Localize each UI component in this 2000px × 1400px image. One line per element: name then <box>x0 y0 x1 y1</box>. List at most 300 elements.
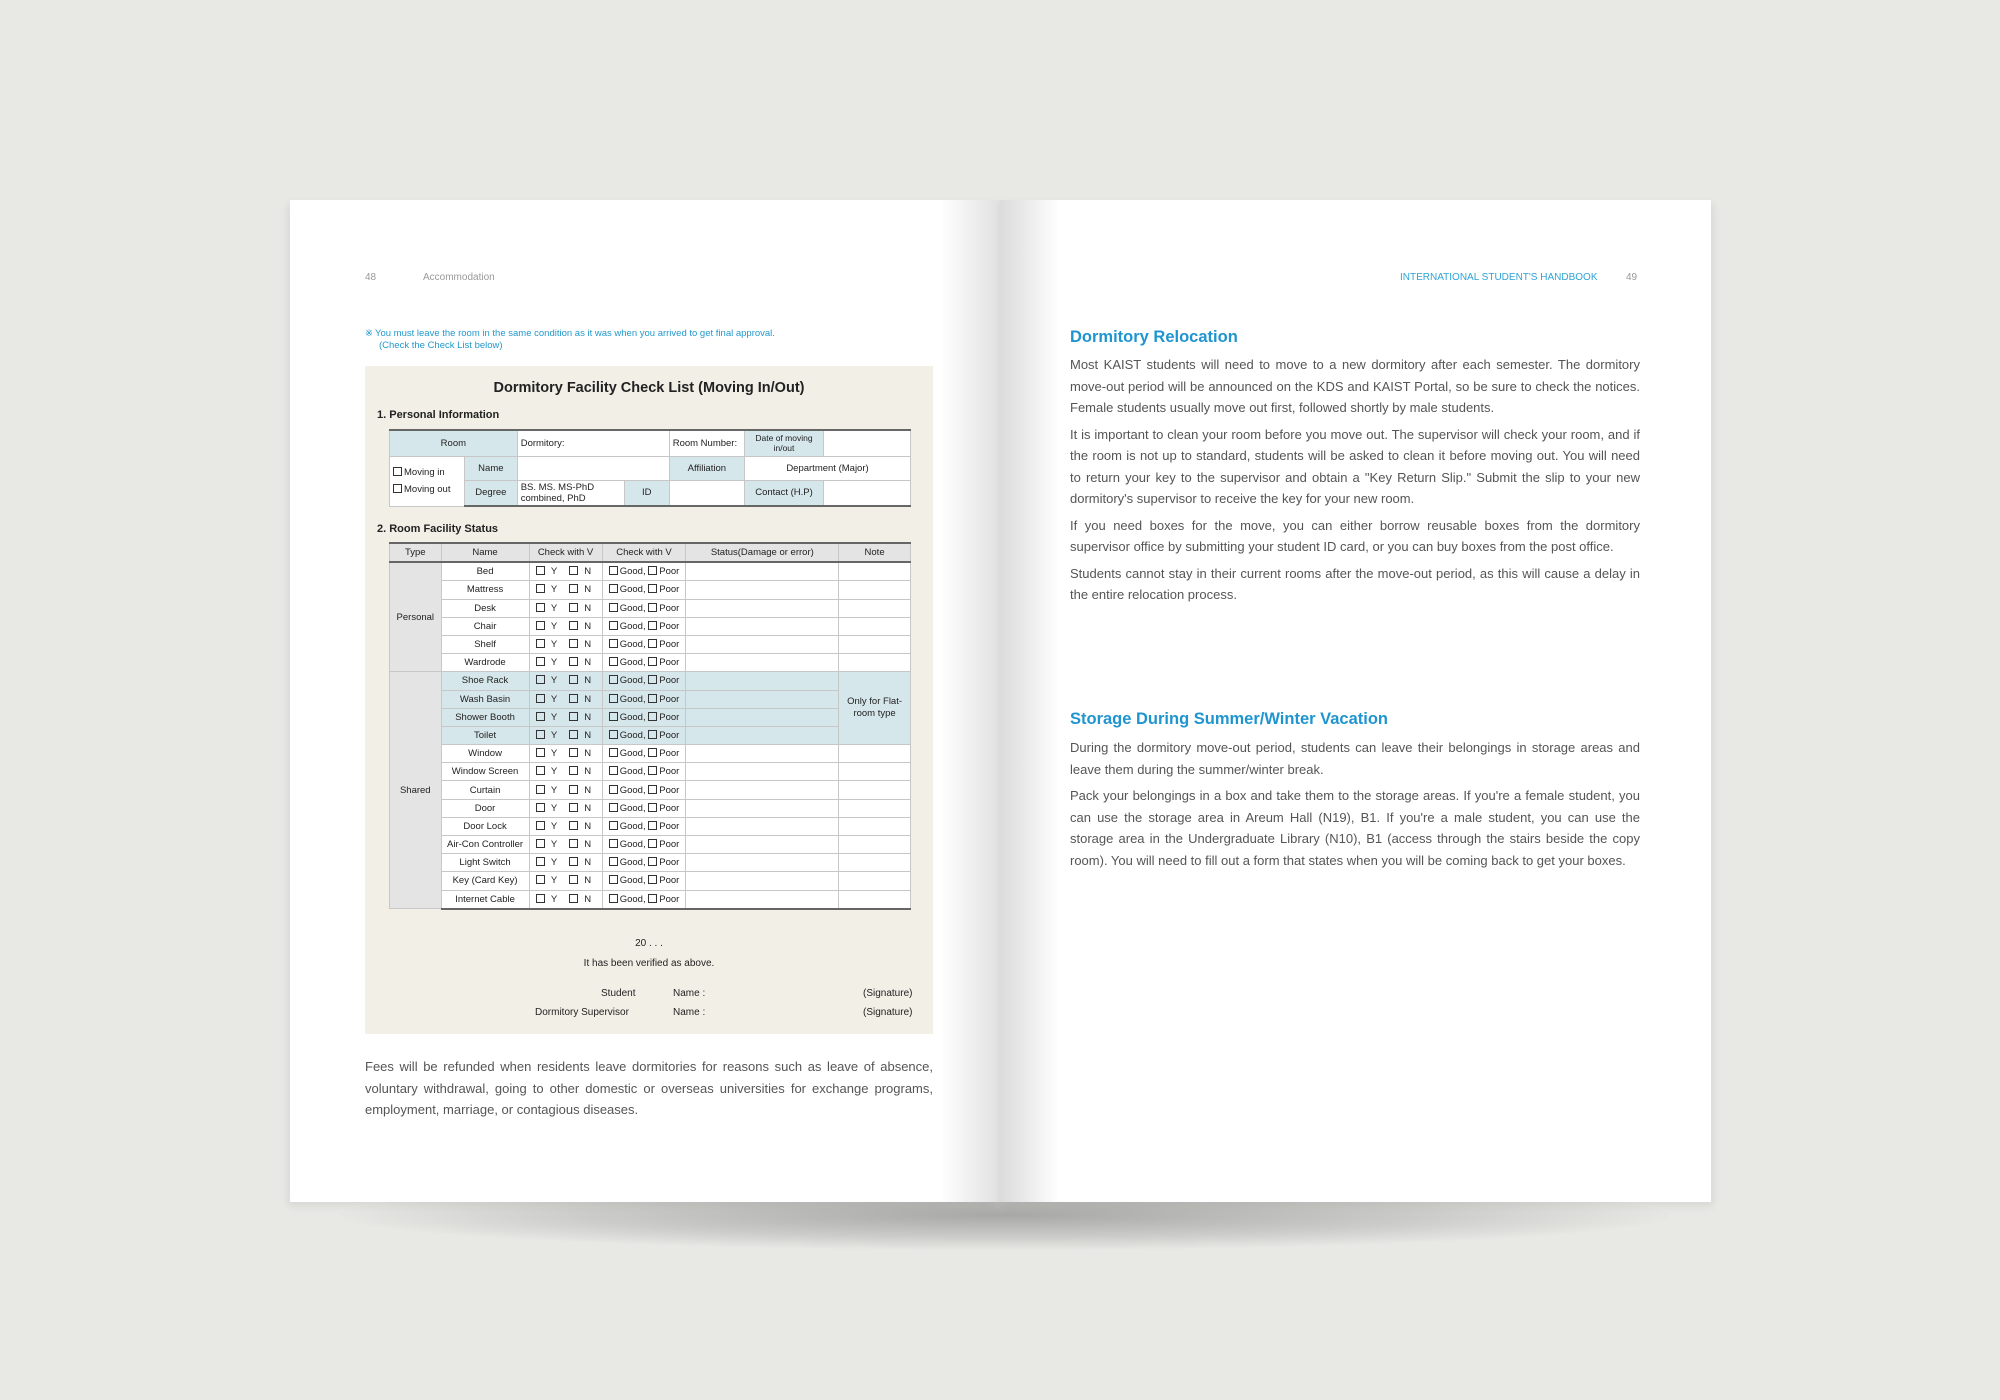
checkbox[interactable] <box>536 766 545 775</box>
note-field[interactable] <box>839 799 911 817</box>
yes-option[interactable] <box>536 730 561 741</box>
note-field[interactable] <box>839 781 911 799</box>
poor-checkbox[interactable] <box>648 785 657 794</box>
yn-check <box>529 854 602 872</box>
checkbox[interactable] <box>569 766 578 775</box>
no-label: N <box>584 748 592 760</box>
poor-checkbox[interactable] <box>648 712 657 721</box>
item-name: Shoe Rack <box>441 672 529 690</box>
no-option[interactable] <box>569 639 595 650</box>
item-name: Internet Cable <box>441 890 529 909</box>
checkbox[interactable] <box>569 821 578 830</box>
note-field[interactable] <box>839 854 911 872</box>
personal-info-table <box>389 429 911 507</box>
good-label: Good, <box>619 693 646 705</box>
no-option[interactable] <box>569 875 595 886</box>
checkbox[interactable] <box>536 694 545 703</box>
no-option[interactable] <box>569 748 595 759</box>
department-label: Department (Major) <box>745 456 911 480</box>
condition-check <box>602 836 686 854</box>
poor-checkbox[interactable] <box>648 621 657 630</box>
running-head-left: Accommodation <box>423 272 495 283</box>
student-signature: (Signature) <box>863 988 913 999</box>
good-label: Good, <box>619 820 646 832</box>
no-option[interactable] <box>569 657 595 668</box>
checkbox[interactable] <box>569 875 578 884</box>
facility-row <box>390 708 911 726</box>
poor-checkbox[interactable] <box>648 821 657 830</box>
yes-label: Y <box>550 839 558 851</box>
good-checkbox[interactable] <box>609 621 618 630</box>
name-field[interactable] <box>517 456 669 480</box>
no-label: N <box>584 675 592 687</box>
poor-checkbox[interactable] <box>648 639 657 648</box>
poor-checkbox[interactable] <box>648 584 657 593</box>
yes-option[interactable] <box>536 584 561 595</box>
condition-check <box>602 799 686 817</box>
relocation-paragraph: If you need boxes for the move, you can either borrow reusable boxes from the dormitory supervisor office by submitting your student ID card, or you can buy boxes from the post office. <box>1070 517 1640 554</box>
poor-checkbox[interactable] <box>648 839 657 848</box>
no-label: N <box>584 693 592 705</box>
no-option[interactable] <box>569 894 595 905</box>
yn-check <box>529 708 602 726</box>
facility-row <box>390 654 911 672</box>
note-field[interactable] <box>839 617 911 635</box>
status-field[interactable] <box>686 872 839 890</box>
good-label: Good, <box>619 602 646 614</box>
date-line: 20 . . . <box>635 938 663 949</box>
yes-label: Y <box>550 675 558 687</box>
yn-check <box>529 890 602 909</box>
id-label: ID <box>624 480 669 506</box>
yn-check <box>529 781 602 799</box>
yes-label: Y <box>550 602 558 614</box>
good-checkbox[interactable] <box>609 839 618 848</box>
facility-row <box>390 854 911 872</box>
checkbox[interactable] <box>536 821 545 830</box>
yes-option[interactable] <box>536 785 561 796</box>
no-option[interactable] <box>569 785 595 796</box>
move-type-cell <box>390 456 465 506</box>
checkbox[interactable] <box>569 694 578 703</box>
status-field[interactable] <box>686 708 839 726</box>
no-option[interactable] <box>569 566 595 577</box>
yes-label: Y <box>550 693 558 705</box>
checkbox[interactable] <box>536 894 545 903</box>
yes-option[interactable] <box>536 675 561 686</box>
verified-text: It has been verified as above. <box>583 958 715 969</box>
checkbox[interactable] <box>536 603 545 612</box>
facility-row <box>390 562 911 581</box>
good-checkbox[interactable] <box>609 584 618 593</box>
yn-check <box>529 654 602 672</box>
relocation-paragraph: Most KAIST students will need to move to a new dormitory after each semester. The dormitory move-out period will be announced on the KDS and KAIST Portal, so be sure to check the notices. Female students usually move out first, followed shortly by male students. <box>1070 357 1640 415</box>
yes-option[interactable] <box>536 839 561 850</box>
condition-check <box>602 708 686 726</box>
poor-label: Poor <box>659 602 680 614</box>
no-option[interactable] <box>569 694 595 705</box>
condition-check <box>602 599 686 617</box>
checkbox[interactable] <box>536 785 545 794</box>
status-field[interactable] <box>686 745 839 763</box>
status-field[interactable] <box>686 562 839 581</box>
good-checkbox[interactable] <box>609 657 618 666</box>
condition-check <box>602 726 686 744</box>
good-checkbox[interactable] <box>609 857 618 866</box>
yn-check <box>529 562 602 581</box>
yn-check <box>529 726 602 744</box>
checkbox[interactable] <box>536 675 545 684</box>
no-label: N <box>584 820 592 832</box>
good-checkbox[interactable] <box>609 712 618 721</box>
contact-field[interactable] <box>824 480 911 506</box>
item-name: Chair <box>441 617 529 635</box>
facility-row <box>390 726 911 744</box>
good-checkbox[interactable] <box>609 875 618 884</box>
poor-label: Poor <box>659 584 680 596</box>
type-personal: Personal <box>390 562 442 672</box>
page-number-right: 49 <box>1626 272 1638 283</box>
relocation-body <box>1070 354 1640 611</box>
moving-in-label: Moving in <box>404 467 445 478</box>
no-label: N <box>584 657 592 669</box>
note-field[interactable] <box>839 872 911 890</box>
running-head-right: INTERNATIONAL STUDENT'S HANDBOOK <box>1400 272 1598 283</box>
yes-option[interactable] <box>536 857 561 868</box>
status-field[interactable] <box>686 599 839 617</box>
yes-option[interactable] <box>536 712 561 723</box>
yes-option[interactable] <box>536 875 561 886</box>
notice-line2: (Check the Check List below) <box>379 340 503 351</box>
good-checkbox[interactable] <box>609 639 618 648</box>
no-label: N <box>584 566 592 578</box>
good-checkbox[interactable] <box>609 766 618 775</box>
poor-label: Poor <box>659 729 680 741</box>
no-option[interactable] <box>569 584 595 595</box>
checkbox[interactable] <box>569 657 578 666</box>
facility-row <box>390 690 911 708</box>
facility-row <box>390 635 911 653</box>
yes-option[interactable] <box>536 894 561 905</box>
type-shared: Shared <box>390 672 442 909</box>
status-field[interactable] <box>686 690 839 708</box>
status-field[interactable] <box>686 799 839 817</box>
checkbox[interactable] <box>569 748 578 757</box>
right-page <box>1000 200 1711 1202</box>
note-field[interactable] <box>839 745 911 763</box>
name-label: Name <box>465 456 518 480</box>
note-field[interactable] <box>839 599 911 617</box>
yn-check <box>529 672 602 690</box>
item-name: Bed <box>441 562 529 581</box>
checkbox[interactable] <box>536 584 545 593</box>
yn-check <box>529 745 602 763</box>
status-field[interactable] <box>686 654 839 672</box>
poor-label: Poor <box>659 748 680 760</box>
no-label: N <box>584 857 592 869</box>
yes-option[interactable] <box>536 803 561 814</box>
facility-row <box>390 799 911 817</box>
left-page <box>290 200 1000 1202</box>
checkbox[interactable] <box>569 566 578 575</box>
checkbox[interactable] <box>536 730 545 739</box>
checkbox[interactable] <box>569 639 578 648</box>
no-option[interactable] <box>569 803 595 814</box>
moving-in-checkbox[interactable] <box>393 467 402 476</box>
status-field[interactable] <box>686 726 839 744</box>
supervisor-label: Dormitory Supervisor <box>535 1007 629 1018</box>
yes-option[interactable] <box>536 621 561 632</box>
poor-checkbox[interactable] <box>648 694 657 703</box>
checkbox[interactable] <box>536 839 545 848</box>
no-label: N <box>584 802 592 814</box>
poor-checkbox[interactable] <box>648 766 657 775</box>
no-option[interactable] <box>569 766 595 777</box>
poor-checkbox[interactable] <box>648 675 657 684</box>
good-checkbox[interactable] <box>609 894 618 903</box>
good-checkbox[interactable] <box>609 603 618 612</box>
good-checkbox[interactable] <box>609 821 618 830</box>
yes-option[interactable] <box>536 694 561 705</box>
checkbox[interactable] <box>569 584 578 593</box>
storage-paragraph: During the dormitory move-out period, students can leave their belongings in storage areas and leave them during the summer/winter break. <box>1070 740 1640 777</box>
note-field[interactable] <box>839 763 911 781</box>
good-checkbox[interactable] <box>609 803 618 812</box>
yn-check <box>529 872 602 890</box>
poor-label: Poor <box>659 693 680 705</box>
item-name: Window Screen <box>441 763 529 781</box>
poor-checkbox[interactable] <box>648 730 657 739</box>
no-option[interactable] <box>569 857 595 868</box>
yes-option[interactable] <box>536 766 561 777</box>
status-field[interactable] <box>686 854 839 872</box>
no-option[interactable] <box>569 821 595 832</box>
item-name: Door Lock <box>441 817 529 835</box>
good-label: Good, <box>619 875 646 887</box>
poor-label: Poor <box>659 784 680 796</box>
checkbox[interactable] <box>569 712 578 721</box>
yes-label: Y <box>550 820 558 832</box>
checklist-form <box>365 366 933 1034</box>
no-label: N <box>584 602 592 614</box>
checkbox[interactable] <box>536 857 545 866</box>
poor-checkbox[interactable] <box>648 566 657 575</box>
affiliation-label: Affiliation <box>669 456 744 480</box>
no-label: N <box>584 893 592 905</box>
no-option[interactable] <box>569 621 595 632</box>
yes-option[interactable] <box>536 821 561 832</box>
status-field[interactable] <box>686 763 839 781</box>
poor-checkbox[interactable] <box>648 875 657 884</box>
facility-row <box>390 672 911 690</box>
no-label: N <box>584 784 592 796</box>
checkbox[interactable] <box>569 894 578 903</box>
poor-label: Poor <box>659 820 680 832</box>
status-field[interactable] <box>686 836 839 854</box>
note-field[interactable] <box>839 817 911 835</box>
yn-check <box>529 617 602 635</box>
yes-option[interactable] <box>536 566 561 577</box>
facility-row <box>390 836 911 854</box>
checkbox[interactable] <box>536 657 545 666</box>
good-checkbox[interactable] <box>609 748 618 757</box>
condition-check <box>602 781 686 799</box>
storage-body <box>1070 737 1640 876</box>
good-label: Good, <box>619 675 646 687</box>
note-field[interactable] <box>839 836 911 854</box>
relocation-paragraph: Students cannot stay in their current rooms after the move-out period, as this will cause a delay in the entire relocation process. <box>1070 565 1640 602</box>
yn-check <box>529 763 602 781</box>
poor-label: Poor <box>659 657 680 669</box>
poor-checkbox[interactable] <box>648 748 657 757</box>
yes-option[interactable] <box>536 639 561 650</box>
good-label: Good, <box>619 566 646 578</box>
checkbox[interactable] <box>569 839 578 848</box>
status-field[interactable] <box>686 672 839 690</box>
status-field[interactable] <box>686 617 839 635</box>
condition-check <box>602 672 686 690</box>
no-option[interactable] <box>569 730 595 741</box>
yn-check <box>529 690 602 708</box>
date-field[interactable] <box>824 430 911 456</box>
checkbox[interactable] <box>536 803 545 812</box>
no-label: N <box>584 875 592 887</box>
item-name: Desk <box>441 599 529 617</box>
facility-row <box>390 890 911 909</box>
good-label: Good, <box>619 839 646 851</box>
good-checkbox[interactable] <box>609 785 618 794</box>
checkbox[interactable] <box>569 785 578 794</box>
yes-label: Y <box>550 893 558 905</box>
poor-label: Poor <box>659 620 680 632</box>
checkbox[interactable] <box>536 875 545 884</box>
yes-option[interactable] <box>536 657 561 668</box>
poor-label: Poor <box>659 839 680 851</box>
section-room-status: 2. Room Facility Status <box>377 523 499 535</box>
no-label: N <box>584 766 592 778</box>
note-field[interactable] <box>839 562 911 581</box>
relocation-paragraph: It is important to clean your room before you move out. The supervisor will check your room, and if the room is not up to standard, students will be asked to clean it before moving out. You will need to return your key to the supervisor and obtain a "Key Return Slip." Submit the slip to your new dormitory's supervisor to receive the key for your new room. <box>1070 426 1640 506</box>
yes-label: Y <box>550 784 558 796</box>
checkbox[interactable] <box>569 730 578 739</box>
facility-row <box>390 817 911 835</box>
good-checkbox[interactable] <box>609 694 618 703</box>
no-option[interactable] <box>569 712 595 723</box>
yes-label: Y <box>550 729 558 741</box>
no-label: N <box>584 584 592 596</box>
yes-label: Y <box>550 748 558 760</box>
condition-check <box>602 817 686 835</box>
facility-row <box>390 581 911 599</box>
checkbox[interactable] <box>569 803 578 812</box>
status-field[interactable] <box>686 890 839 909</box>
item-name: Wash Basin <box>441 690 529 708</box>
good-label: Good, <box>619 639 646 651</box>
facility-row <box>390 763 911 781</box>
yn-check <box>529 836 602 854</box>
room-facility-table <box>389 542 911 910</box>
item-name: Light Switch <box>441 854 529 872</box>
id-field[interactable] <box>669 480 744 506</box>
status-field[interactable] <box>686 581 839 599</box>
poor-checkbox[interactable] <box>648 894 657 903</box>
item-name: Door <box>441 799 529 817</box>
page-number-left: 48 <box>365 272 377 283</box>
checkbox[interactable] <box>536 621 545 630</box>
item-name: Key (Card Key) <box>441 872 529 890</box>
good-checkbox[interactable] <box>609 730 618 739</box>
no-option[interactable] <box>569 603 595 614</box>
status-field[interactable] <box>686 635 839 653</box>
facility-row <box>390 745 911 763</box>
degree-value: BS. MS. MS-PhD combined, PhD <box>517 480 624 506</box>
item-name: Window <box>441 745 529 763</box>
poor-checkbox[interactable] <box>648 603 657 612</box>
supervisor-signature: (Signature) <box>863 1007 913 1018</box>
yes-option[interactable] <box>536 748 561 759</box>
item-name: Shower Booth <box>441 708 529 726</box>
note-field[interactable] <box>839 890 911 909</box>
item-name: Mattress <box>441 581 529 599</box>
student-name-label: Name : <box>673 988 706 999</box>
contact-label: Contact (H.P) <box>745 480 824 506</box>
checkbox[interactable] <box>569 675 578 684</box>
yes-option[interactable] <box>536 603 561 614</box>
yes-label: Y <box>550 802 558 814</box>
poor-checkbox[interactable] <box>648 657 657 666</box>
form-title: Dormitory Facility Check List (Moving In/Out) <box>493 380 805 396</box>
date-label: Date of moving in/out <box>745 430 824 456</box>
good-checkbox[interactable] <box>609 675 618 684</box>
yn-check <box>529 635 602 653</box>
status-field[interactable] <box>686 817 839 835</box>
yes-label: Y <box>550 857 558 869</box>
moving-out-checkbox[interactable] <box>393 484 402 493</box>
status-field[interactable] <box>686 781 839 799</box>
yn-check <box>529 799 602 817</box>
checkbox[interactable] <box>569 621 578 630</box>
good-label: Good, <box>619 802 646 814</box>
no-option[interactable] <box>569 839 595 850</box>
poor-label: Poor <box>659 711 680 723</box>
heading-storage: Storage During Summer/Winter Vacation <box>1070 710 1388 728</box>
checkbox[interactable] <box>569 857 578 866</box>
no-label: N <box>584 711 592 723</box>
note-field[interactable] <box>839 581 911 599</box>
good-label: Good, <box>619 857 646 869</box>
good-label: Good, <box>619 711 646 723</box>
no-option[interactable] <box>569 675 595 686</box>
checkbox[interactable] <box>536 639 545 648</box>
no-label: N <box>584 639 592 651</box>
yes-label: Y <box>550 766 558 778</box>
checkbox[interactable] <box>536 566 545 575</box>
poor-label: Poor <box>659 802 680 814</box>
yes-label: Y <box>550 639 558 651</box>
poor-checkbox[interactable] <box>648 803 657 812</box>
checkbox[interactable] <box>536 712 545 721</box>
checkbox[interactable] <box>536 748 545 757</box>
moving-out-label: Moving out <box>404 484 451 495</box>
good-checkbox[interactable] <box>609 566 618 575</box>
note-field[interactable] <box>839 635 911 653</box>
header-check-1: Check with V <box>529 543 602 562</box>
note-field[interactable] <box>839 654 911 672</box>
poor-checkbox[interactable] <box>648 857 657 866</box>
poor-label: Poor <box>659 766 680 778</box>
checkbox[interactable] <box>569 603 578 612</box>
yes-label: Y <box>550 566 558 578</box>
